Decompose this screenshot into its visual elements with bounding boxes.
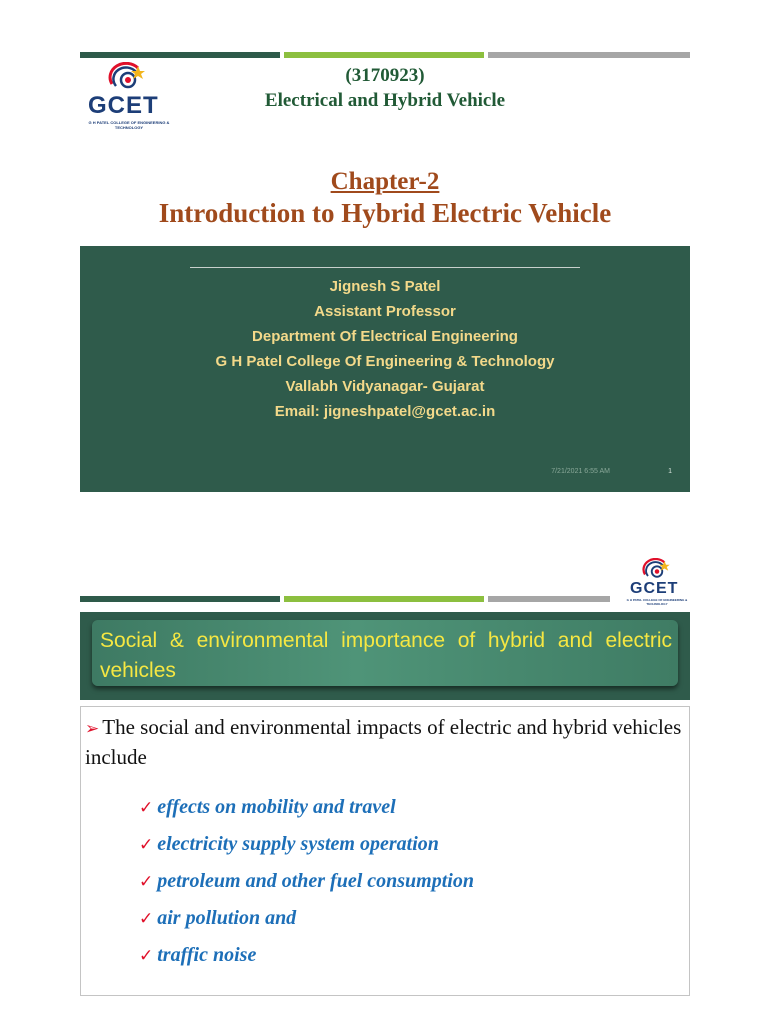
heading-banner <box>92 620 678 686</box>
color-bar-gray <box>488 596 610 602</box>
top-color-bars <box>80 52 690 58</box>
lead-text: The social and environmental impacts of electric and hybrid vehicles include <box>85 715 682 769</box>
slide-page-number: 1 <box>668 468 672 475</box>
course-name: Electrical and Hybrid Vehicle <box>264 90 506 111</box>
color-bar-lime <box>284 596 484 602</box>
top-color-bars <box>80 596 610 602</box>
author-designation: Assistant Professor <box>314 303 456 320</box>
arrow-bullet-icon: ➢ <box>85 719 100 738</box>
list-item-text: electricity supply system operation <box>157 833 439 855</box>
logo-subtitle: G H PATEL COLLEGE OF ENGINEERING & TECHNOLOGY <box>88 120 170 130</box>
list-item-text: traffic noise <box>157 944 257 966</box>
gcet-logo <box>624 558 690 608</box>
content-box <box>80 706 690 996</box>
logo-subtitle: G H PATEL COLLEGE OF ENGINEERING & TECHNOLOGY <box>626 598 688 606</box>
slide-date: 7/21/2021 6:55 AM <box>551 468 610 475</box>
list-item <box>139 789 474 826</box>
slide-2 <box>80 556 690 996</box>
chapter-title: Chapter-2 <box>330 168 440 195</box>
course-code: (3170923) <box>345 65 425 86</box>
checkmark-icon: ✓ <box>139 946 154 965</box>
list-item <box>139 826 474 863</box>
checkmark-icon: ✓ <box>139 909 154 928</box>
author-info <box>80 274 690 424</box>
list-item <box>139 937 474 974</box>
author-name: Jignesh S Patel <box>329 278 441 295</box>
author-college: G H Patel College Of Engineering & Technology <box>215 353 555 370</box>
list-item <box>139 863 474 900</box>
checkmark-icon: ✓ <box>139 872 154 891</box>
heading-text: ocial & environmental importance of hybrid and electric vehicles <box>100 629 672 682</box>
lead-paragraph <box>85 713 685 771</box>
checkmark-icon: ✓ <box>139 835 154 854</box>
heading-panel <box>80 612 690 700</box>
author-department: Department Of Electrical Engineering <box>252 328 518 345</box>
author-email: Email: jigneshpatel@gcet.ac.in <box>274 403 496 420</box>
slide-heading <box>100 626 672 686</box>
logo-brand-text: GCET <box>88 92 159 119</box>
list-item-text: air pollution and <box>157 907 297 929</box>
color-bar-gray <box>488 52 690 58</box>
author-panel <box>80 246 690 492</box>
color-bar-green <box>80 52 280 58</box>
list-item-text: petroleum and other fuel consumption <box>157 870 474 892</box>
presentation-title: Introduction to Hybrid Electric Vehicle <box>158 198 612 228</box>
gcet-emblem-icon <box>642 558 672 582</box>
list-item <box>139 900 474 937</box>
list-item-text: effects on mobility and travel <box>157 796 396 818</box>
impact-list <box>139 789 474 974</box>
color-bar-lime <box>284 52 484 58</box>
slide-1 <box>80 48 690 492</box>
heading-initial: S <box>100 629 115 652</box>
checkmark-icon: ✓ <box>139 798 154 817</box>
author-location: Vallabh Vidyanagar- Gujarat <box>285 378 485 395</box>
logo-brand-text: GCET <box>630 580 679 597</box>
color-bar-green <box>80 596 280 602</box>
divider-line <box>190 267 580 268</box>
